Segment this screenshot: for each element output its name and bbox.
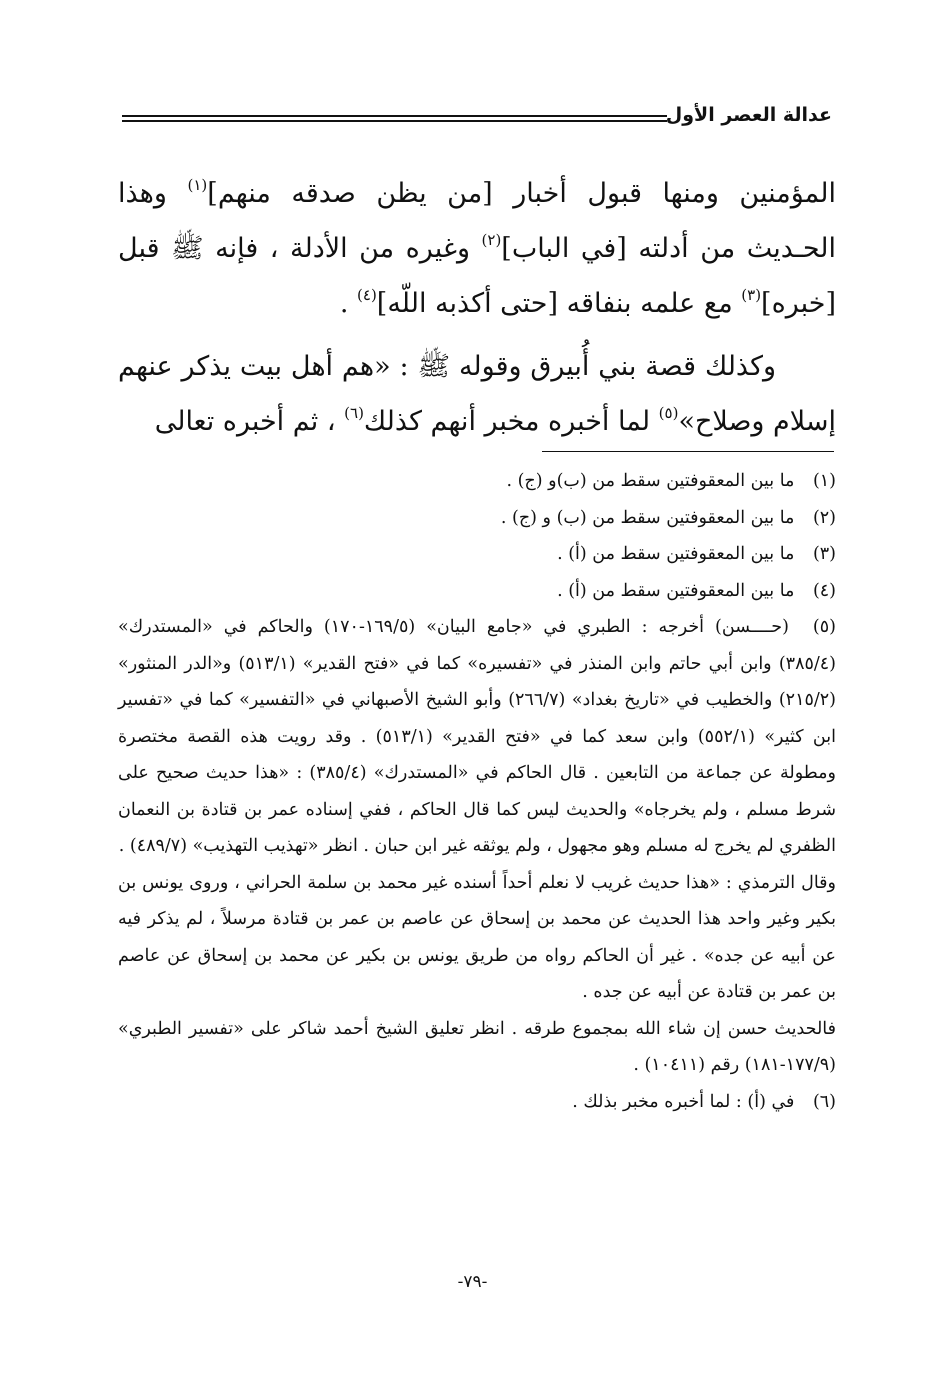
footnote-marker-4: (٤) — [357, 286, 377, 304]
footnote-text: ما بين المعقوفتين سقط من (أ) . — [557, 580, 795, 601]
footnote-number: (١) — [812, 471, 836, 491]
text-run: لما أخبره مخبر أنهم كذلك — [363, 406, 659, 437]
footnote-text: ما بين المعقوفتين سقط من (ب) و (ج) . — [500, 507, 795, 528]
footnote-5-continuation-1 — [118, 865, 836, 1011]
header-title: عدالة العصر الأول — [665, 104, 832, 126]
footnote-5-continuation-2 — [118, 1011, 836, 1084]
text-run: . — [339, 288, 358, 319]
footnote-marker-1: (١) — [187, 176, 208, 194]
text-run: ، ثم أخبره تعالى — [154, 406, 345, 437]
footnote-separator — [542, 451, 834, 452]
footnote-2 — [118, 500, 836, 537]
footnote-text: وقال الترمذي : «هذا حديث غريب لا نعلم أحداً أسنده غير محمد بن سلمة الحراني ، وروى يونس بن بكير وغير واحد هذا الحديث عن محمد بن إسحاق عن عاصم بن عمر بن قتادة مرسلاً ، لم يذكر فيه عن أبيه عن جده» . غير أن الحاكم رواه من طريق يونس بن بكير عن محمد بن إسحاق عن عاصم بن عمر بن قتادة عن أبيه عن جده . — [118, 872, 836, 1002]
header-double-rule — [122, 115, 667, 122]
main-text — [118, 166, 836, 449]
footnote-text: ما بين المعقوفتين سقط من (ب)و (ج) . — [506, 471, 795, 491]
footnote-text: (حــــسن) أخرجه : الطبري في «جامع البيان» (١٦٩/٥-١٧٠) والحاكم في «المستدرك» (٣٨٥/٤) وابن أبي حاتم وابن المنذر في «تفسيره» كما في «فتح القدير» (٥١٣/١) و«الدر المنثور» (٢١٥/٢) والخطيب في «تاريخ بغداد» (٢٦٦/٧) وأبو الشيخ الأصبهاني في «التفسير» كما في «تفسير ابن كثير» (٥٥٢/١) وابن سعد كما في «فتح القدير» (٥١٣/١) . وقد رويت هذه القصة مختصرة ومطولة عن جماعة من التابعين . قال الحاكم في «المستدرك» (٣٨٥/٤) : «هذا حديث صحيح على شرط مسلم ، ولم يخرجاه» والحديث ليس كما قال الحاكم ، ففي إسناده عمر بن قتادة بن النعمان الظفري لم يخرج له مسلم وهو مجهول ، ولم يوثقه غير ابن حبان . انظر «تهذيب التهذيب» (٤٨٩/٧) . — [118, 617, 836, 856]
footnote-marker-5: (٥) — [658, 404, 679, 422]
text-run: مع علمه بنفاقه [حتى أكذبه اللّه] — [376, 288, 742, 319]
footnote-number: (٤) — [812, 580, 836, 601]
footnote-5 — [118, 609, 836, 865]
main-paragraph-2 — [118, 339, 836, 449]
running-header — [122, 102, 832, 132]
footnote-number: (٣) — [812, 544, 836, 564]
footnote-text: فالحديث حسن إن شاء الله بمجموع طرقه . انظر تعليق الشيخ أحمد شاكر على «تفسير الطبري» (١٧٧/٩-١٨١) رقم (١٠٤١١) . — [118, 1018, 836, 1075]
main-paragraph-1 — [118, 166, 836, 331]
text-run: وغيره من الأدلة ، فإنه ﷺ قبل [خبره] — [118, 233, 836, 319]
footnote-number: (٢) — [812, 507, 836, 528]
footnote-marker-6: (٦) — [344, 404, 364, 422]
text-run: وهذا الحـديث من أدلته [في الباب] — [118, 178, 836, 264]
footnote-1 — [118, 463, 836, 500]
footnote-6 — [118, 1084, 836, 1121]
text-run: المؤمنين ومنها قبول أخبار [من يظن صدقه منهم] — [207, 178, 836, 209]
footnote-text: في (أ) : لما أخبره مخبر بذلك . — [572, 1091, 795, 1112]
text-run: وكذلك قصة بني أُبيرق وقوله ﷺ : «هم أهل بيت يذكر عنهم إسلام وصلاح» — [118, 351, 836, 437]
footnotes — [118, 463, 836, 1120]
page-number: -٧٩- — [457, 1272, 488, 1292]
footnote-number: (٥) — [812, 617, 836, 637]
footnote-text: ما بين المعقوفتين سقط من (أ) . — [557, 544, 795, 564]
footnote-marker-2: (٢) — [481, 231, 502, 249]
footnote-marker-3: (٣) — [741, 286, 762, 304]
footnote-4 — [118, 573, 836, 610]
footnote-3 — [118, 536, 836, 573]
footnote-number: (٦) — [812, 1091, 836, 1112]
